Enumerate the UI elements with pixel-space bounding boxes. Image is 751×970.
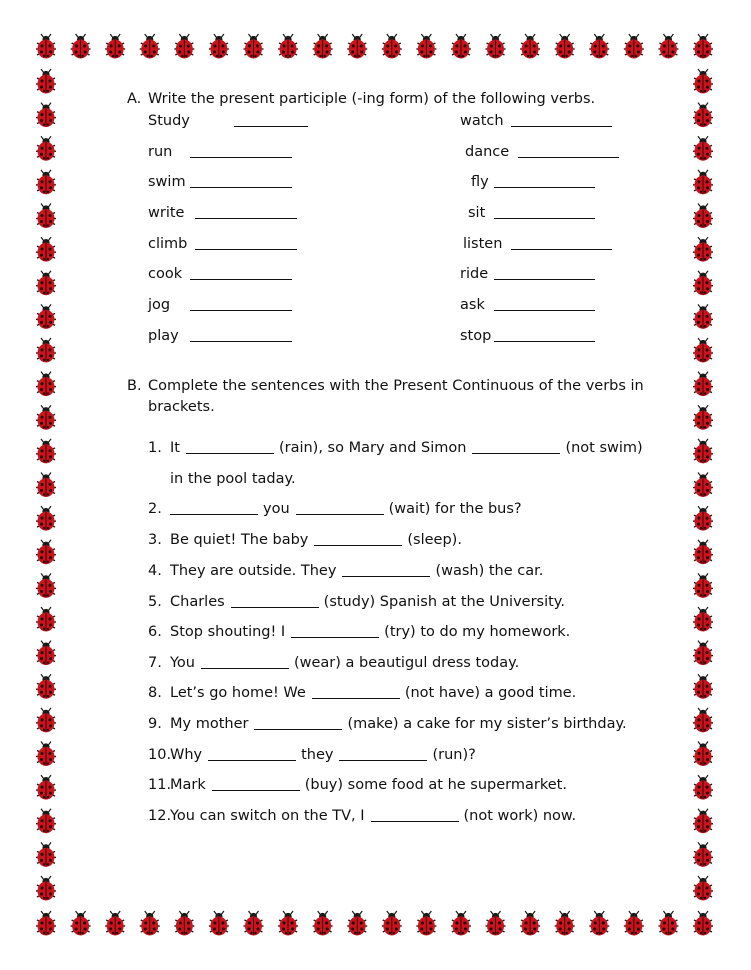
ladybug-icon (140, 911, 160, 936)
ladybug-icon (36, 34, 56, 59)
ladybug-icon (243, 911, 263, 936)
answer-blank[interactable] (254, 729, 342, 730)
ladybug-icon (36, 842, 56, 867)
verb-label: ride (460, 266, 489, 282)
answer-blank[interactable] (190, 279, 292, 280)
section-a-instruction: Write the present participle (-ing form) of the following verbs. (148, 91, 596, 107)
ladybug-icon (693, 271, 713, 296)
ladybug-icon (36, 372, 56, 397)
ladybug-icon (36, 540, 56, 565)
ladybug-icon (693, 842, 713, 867)
ladybug-icon (347, 911, 367, 936)
sentence-text: Charles (170, 594, 225, 610)
answer-blank[interactable] (342, 576, 430, 577)
ladybug-icon (174, 34, 194, 59)
ladybug-icon (36, 271, 56, 296)
ladybug-icon (36, 573, 56, 598)
ladybug-icon (36, 742, 56, 767)
ladybug-icon (313, 34, 333, 59)
verb-label: swim (148, 174, 186, 190)
sentence-number: 5. (148, 594, 162, 610)
verb-label: dance (465, 144, 510, 160)
ladybug-icon (209, 911, 229, 936)
ladybug-icon (693, 204, 713, 229)
sentence-text: (study) Spanish at the University. (323, 594, 565, 610)
ladybug-icon (416, 911, 436, 936)
ladybug-icon (693, 439, 713, 464)
verb-label: run (148, 144, 173, 160)
section-b-instruction-cont: brackets. (148, 399, 215, 415)
sentence-text: Let’s go home! We (170, 685, 306, 701)
ladybug-icon (36, 641, 56, 666)
ladybug-icon (416, 34, 436, 59)
ladybug-icon (658, 34, 678, 59)
answer-blank[interactable] (190, 310, 292, 311)
sentence-number: 1. (148, 440, 162, 456)
ladybug-icon (693, 338, 713, 363)
answer-blank[interactable] (170, 514, 258, 515)
sentence-text: You can switch on the TV, I (170, 808, 365, 824)
sentence-number: 7. (148, 655, 162, 671)
sentence-number: 12. (148, 808, 172, 824)
answer-blank[interactable] (190, 157, 292, 158)
ladybug-icon (486, 34, 506, 59)
answer-blank[interactable] (291, 637, 379, 638)
ladybug-icon (693, 809, 713, 834)
sentence-number: 6. (148, 624, 162, 640)
ladybug-icon (693, 237, 713, 262)
answer-blank[interactable] (234, 126, 308, 127)
ladybug-icon (36, 136, 56, 161)
verb-label: cook (148, 266, 183, 282)
sentence-text: It (170, 440, 180, 456)
answer-blank[interactable] (511, 126, 612, 127)
ladybug-icon (693, 372, 713, 397)
ladybug-icon (693, 170, 713, 195)
ladybug-icon (278, 34, 298, 59)
ladybug-icon (36, 170, 56, 195)
sentence-text: (wash) the car. (435, 563, 544, 579)
verb-label: fly (471, 174, 489, 190)
verb-label: listen (463, 236, 503, 252)
answer-blank[interactable] (201, 668, 289, 669)
ladybug-icon (140, 34, 160, 59)
answer-blank[interactable] (371, 821, 459, 822)
sentence-text: (try) to do my homework. (384, 624, 571, 640)
verb-label: sit (468, 205, 486, 221)
answer-blank[interactable] (511, 249, 612, 250)
ladybug-icon (520, 911, 540, 936)
ladybug-icon (243, 34, 263, 59)
section-a-letter: A. (127, 91, 142, 107)
ladybug-icon (382, 911, 402, 936)
ladybug-icon (693, 911, 713, 936)
ladybug-icon (36, 607, 56, 632)
answer-blank[interactable] (494, 218, 595, 219)
sentence-number: 2. (148, 501, 162, 517)
ladybug-icon (36, 876, 56, 901)
ladybug-icon (71, 911, 91, 936)
verb-label: ask (460, 297, 485, 313)
sentence-text: (wear) a beautigul dress today. (293, 655, 520, 671)
answer-blank[interactable] (472, 453, 560, 454)
answer-blank[interactable] (186, 453, 274, 454)
sentence-text: Why (170, 747, 203, 763)
ladybug-icon (36, 69, 56, 94)
ladybug-icon (36, 911, 56, 936)
ladybug-icon (36, 304, 56, 329)
answer-blank[interactable] (494, 279, 595, 280)
sentence-text: (not work) now. (463, 808, 577, 824)
ladybug-icon (36, 809, 56, 834)
verb-label: stop (460, 328, 492, 344)
sentence-number: 9. (148, 716, 162, 732)
ladybug-icon (451, 34, 471, 59)
answer-blank[interactable] (494, 187, 595, 188)
answer-blank[interactable] (494, 341, 595, 342)
ladybug-icon (555, 34, 575, 59)
sentence-number: 10. (148, 747, 172, 763)
ladybug-icon (382, 34, 402, 59)
ladybug-icon (693, 473, 713, 498)
ladybug-icon (36, 506, 56, 531)
answer-blank[interactable] (231, 607, 319, 608)
answer-blank[interactable] (312, 698, 400, 699)
ladybug-icon (693, 304, 713, 329)
sentence-continuation: in the pool taday. (170, 471, 296, 487)
ladybug-icon (36, 775, 56, 800)
ladybug-icon (105, 34, 125, 59)
answer-blank[interactable] (190, 187, 292, 188)
sentence-text: Mark (170, 777, 206, 793)
answer-blank[interactable] (339, 760, 427, 761)
ladybug-icon (36, 473, 56, 498)
ladybug-icon (278, 911, 298, 936)
ladybug-icon (36, 204, 56, 229)
ladybug-icon (693, 641, 713, 666)
answer-blank[interactable] (190, 341, 292, 342)
ladybug-icon (693, 506, 713, 531)
ladybug-icon (36, 439, 56, 464)
sentence-text: (rain), so Mary and Simon (278, 440, 467, 456)
sentence-text: (not have) a good time. (404, 685, 577, 701)
ladybug-icon (520, 34, 540, 59)
sentence-number: 4. (148, 563, 162, 579)
verb-label: Study (148, 113, 190, 129)
sentence-text: you (263, 501, 290, 517)
ladybug-icon (71, 34, 91, 59)
ladybug-icon (693, 136, 713, 161)
ladybug-icon (693, 540, 713, 565)
sentence-text: (wait) for the bus? (388, 501, 522, 517)
sentence-text: they (301, 747, 334, 763)
answer-blank[interactable] (212, 790, 300, 791)
verb-label: play (148, 328, 179, 344)
answer-blank[interactable] (296, 514, 384, 515)
verb-label: write (148, 205, 185, 221)
ladybug-icon (36, 338, 56, 363)
verb-label: jog (148, 297, 171, 313)
sentence-text: (sleep). (407, 532, 462, 548)
sentence-text: (make) a cake for my sister’s birthday. (347, 716, 627, 732)
ladybug-icon (105, 911, 125, 936)
sentence-text: (buy) some food at he supermarket. (304, 777, 567, 793)
ladybug-icon (624, 911, 644, 936)
ladybug-icon (555, 911, 575, 936)
ladybug-icon (589, 911, 609, 936)
ladybug-icon (589, 34, 609, 59)
sentence-number: 8. (148, 685, 162, 701)
ladybug-icon (36, 103, 56, 128)
answer-blank[interactable] (195, 218, 297, 219)
section-b-letter: B. (127, 378, 142, 394)
ladybug-icon (451, 911, 471, 936)
sentence-text: (run)? (432, 747, 476, 763)
section-b-instruction: Complete the sentences with the Present Continuous of the verbs in (148, 378, 644, 394)
ladybug-icon (693, 775, 713, 800)
ladybug-icon (174, 911, 194, 936)
sentence-text: (not swim) (565, 440, 643, 456)
answer-blank[interactable] (494, 310, 595, 311)
ladybug-icon (693, 69, 713, 94)
ladybug-icon (36, 674, 56, 699)
ladybug-icon (36, 405, 56, 430)
sentence-text: Be quiet! The baby (170, 532, 309, 548)
ladybug-icon (693, 607, 713, 632)
ladybug-icon (658, 911, 678, 936)
ladybug-icon (347, 34, 367, 59)
answer-blank[interactable] (518, 157, 619, 158)
ladybug-icon (36, 237, 56, 262)
answer-blank[interactable] (208, 760, 296, 761)
ladybug-icon (693, 674, 713, 699)
verb-label: watch (460, 113, 504, 129)
ladybug-icon (313, 911, 333, 936)
ladybug-icon (624, 34, 644, 59)
ladybug-icon (693, 708, 713, 733)
ladybug-icon (693, 405, 713, 430)
ladybug-icon (36, 708, 56, 733)
sentence-number: 3. (148, 532, 162, 548)
ladybug-icon (693, 876, 713, 901)
sentence-text: My mother (170, 716, 249, 732)
answer-blank[interactable] (195, 249, 297, 250)
verb-label: climb (148, 236, 188, 252)
sentence-text: You (170, 655, 195, 671)
sentence-text: Stop shouting! I (170, 624, 286, 640)
ladybug-icon (693, 103, 713, 128)
ladybug-icon (209, 34, 229, 59)
ladybug-icon (486, 911, 506, 936)
ladybug-icon (693, 573, 713, 598)
answer-blank[interactable] (314, 545, 402, 546)
sentence-text: They are outside. They (170, 563, 337, 579)
sentence-number: 11. (148, 777, 172, 793)
ladybug-icon (693, 34, 713, 59)
ladybug-icon (693, 742, 713, 767)
